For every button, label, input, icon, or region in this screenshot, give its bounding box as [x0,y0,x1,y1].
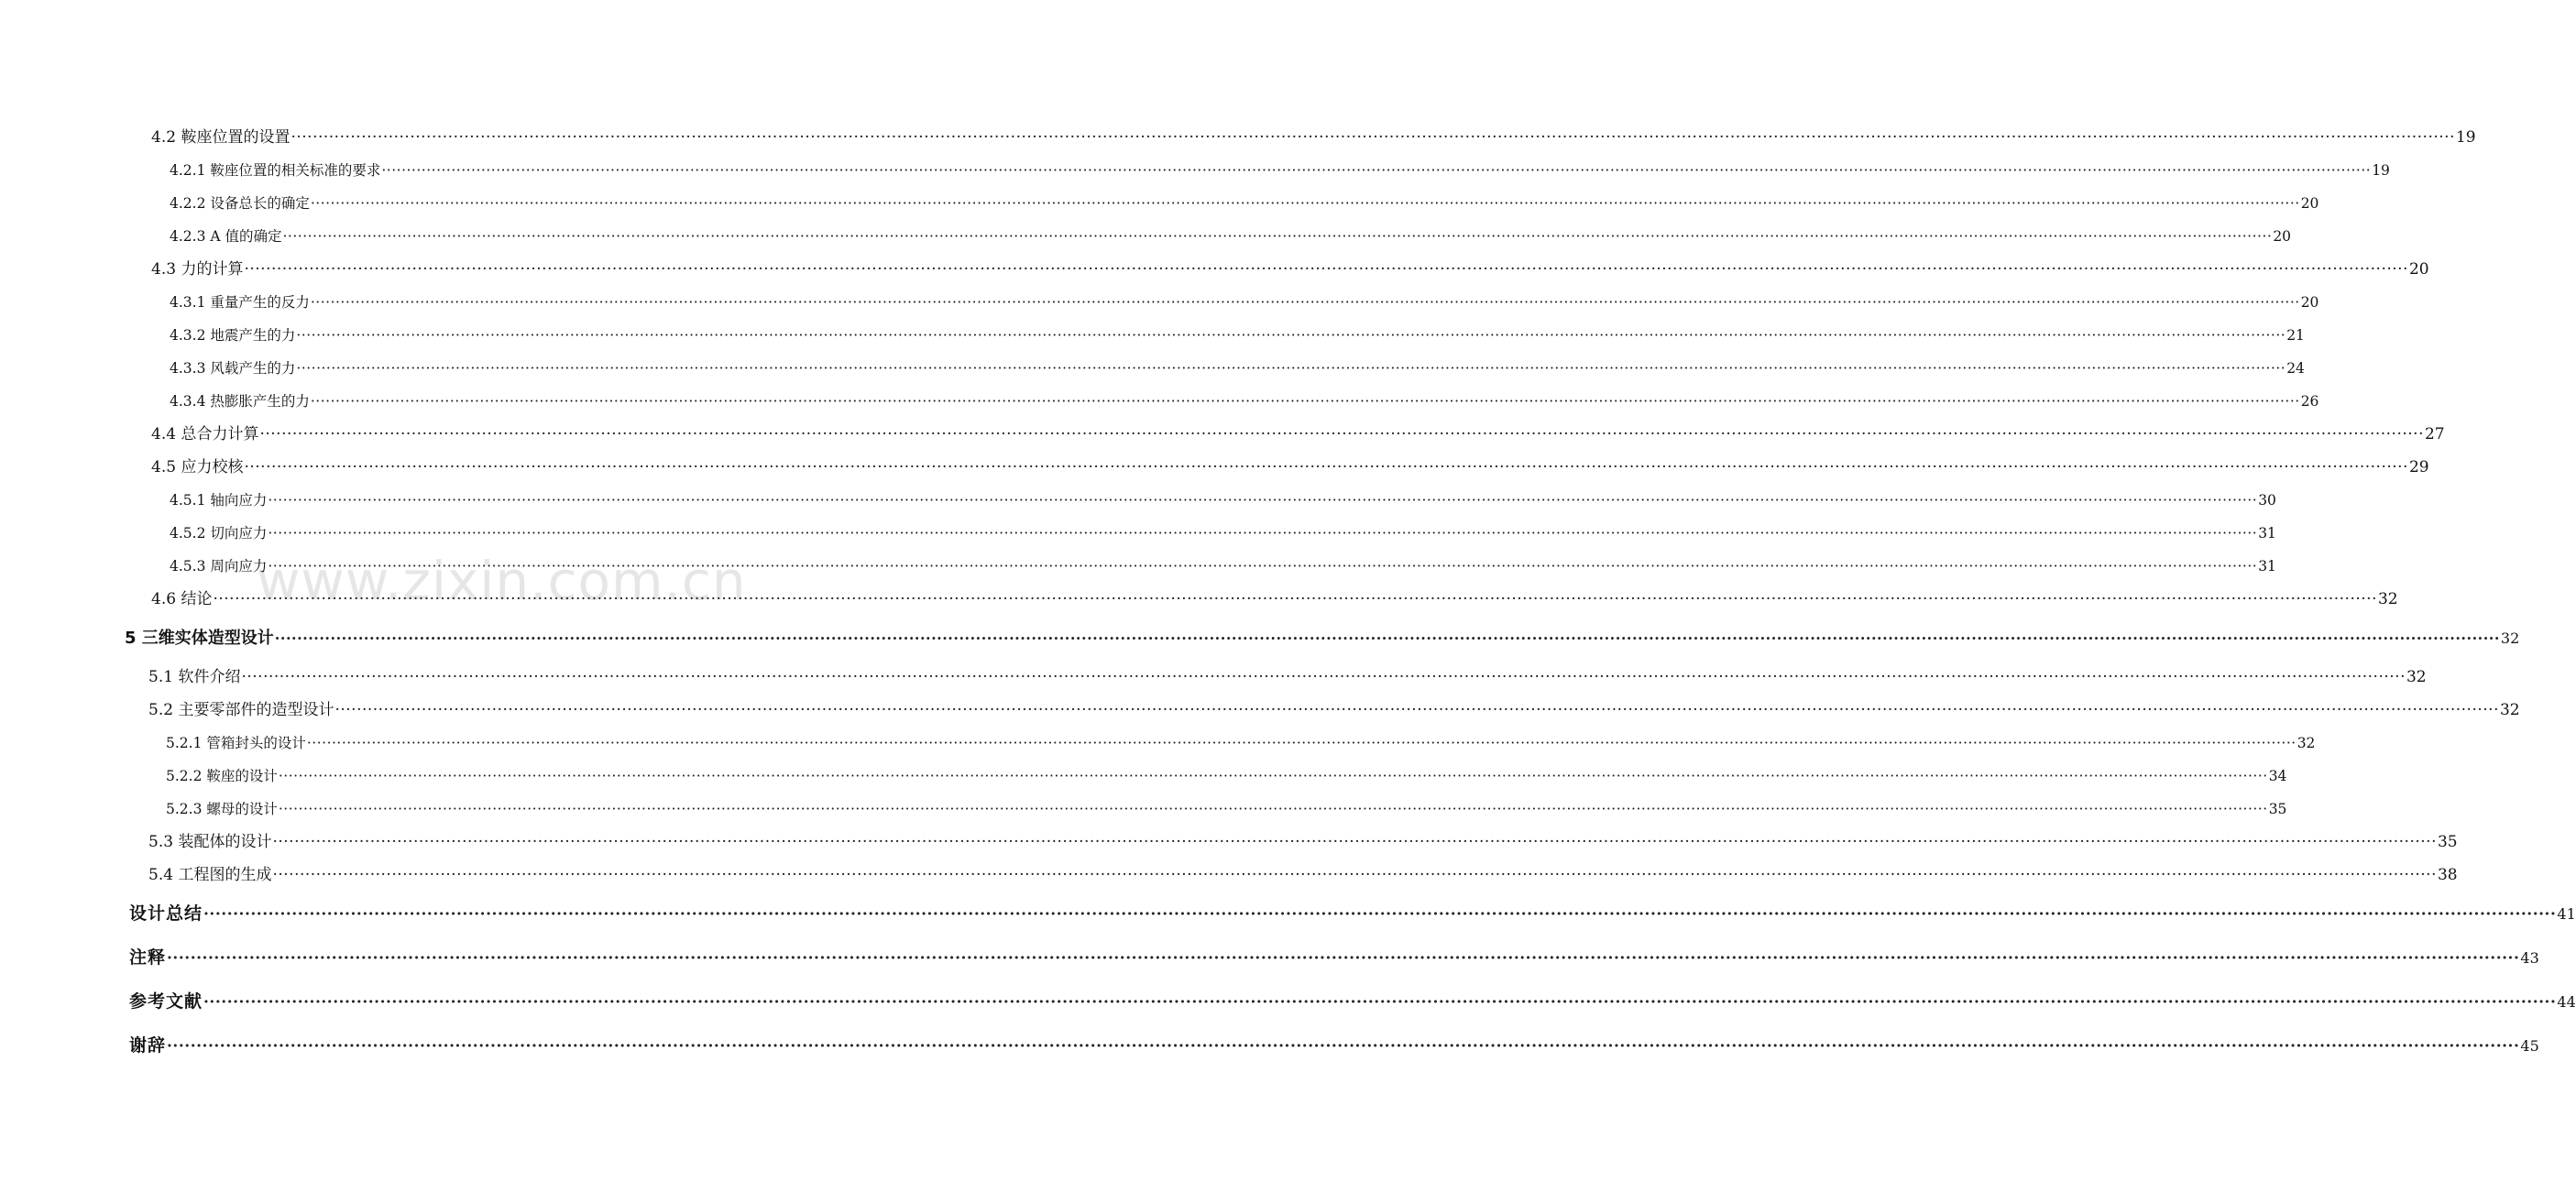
dot-leader: ················································································································································································································································································································································································································ [310,294,2300,311]
toc-entry[interactable] [0,903,2576,930]
dot-leader: ················································································································································································································································································································································································································ [306,735,2296,751]
toc-entry-title: 注释 [129,947,167,968]
toc-entry[interactable] [0,454,2429,482]
toc-entry[interactable] [0,125,2476,152]
toc-entry-title: 谢辞 [129,1035,167,1056]
dot-leader: ················································································································································································································································································································································································································ [203,905,2557,924]
dot-leader: ················································································································································································································································································································································································································ [290,128,2455,147]
toc-entry[interactable] [0,520,2276,548]
toc-entry-page-number: 20 [2408,260,2429,279]
toc-entry-page-number: 21 [2286,327,2305,344]
toc-entry-page-number: 19 [2455,128,2476,147]
toc-entry[interactable] [0,763,2287,791]
toc-entry[interactable] [0,421,2445,449]
toc-entry-title: 5 三维实体造型设计 [125,629,274,648]
dot-leader: ················································································································································································································································································································································································································ [268,492,2258,509]
toc-entry-title: 4.3.4 热膨胀产生的力 [170,393,310,410]
toc-entry-page-number: 35 [2268,801,2287,817]
dot-leader: ················································································································································································································································································································································································································ [272,833,2437,851]
toc-entry[interactable] [0,947,2539,974]
dot-leader: ················································································································································································································································································································································································································ [167,949,2520,968]
toc-entry-page-number: 27 [2424,425,2445,443]
toc-entry[interactable] [0,627,2520,654]
toc-entry[interactable] [0,664,2427,692]
toc-entry-page-number: 20 [2300,195,2319,212]
toc-entry-page-number: 24 [2286,360,2305,377]
toc-entry-title: 4.2 鞍座位置的设置 [151,128,290,147]
toc-entry-page-number: 45 [2520,1037,2539,1055]
toc-entry[interactable] [0,290,2319,317]
toc-entry-page-number: 32 [2499,701,2520,719]
dot-leader: ················································································································································································································································································································································································································ [244,458,2408,476]
toc-entry-title: 5.1 软件介绍 [148,668,241,686]
toc-entry-page-number: 32 [2500,629,2520,647]
toc-entry-title: 4.3.3 风载产生的力 [170,360,296,377]
toc-entry[interactable] [0,730,2316,758]
toc-entry-title: 5.3 装配体的设计 [148,833,272,851]
toc-entry-page-number: 32 [2296,735,2316,751]
toc-entry-title: 4.3.1 重量产生的反力 [170,294,310,311]
toc-entry-title: 4.2.2 设备总长的确定 [170,195,310,212]
toc-entry-page-number: 20 [2273,228,2292,245]
toc-entry-page-number: 32 [2377,590,2398,608]
toc-entry-title: 参考文献 [129,991,203,1012]
toc-entry-page-number: 19 [2372,162,2390,179]
dot-leader: ················································································································································································································································································································································································································ [334,701,2499,719]
toc-entry[interactable] [0,829,2458,857]
toc-entry-title: 5.2.3 螺母的设计 [166,801,278,817]
toc-entry[interactable] [0,487,2276,515]
toc-entry-title: 4.3 力的计算 [151,260,244,279]
toc-entry-page-number: 30 [2258,492,2276,509]
toc-entry[interactable] [0,356,2305,383]
toc-entry-page-number: 32 [2406,668,2427,686]
dot-leader: ················································································································································································································································································································································································································ [274,629,2500,647]
dot-leader: ················································································································································································································································································································································································································ [213,590,2377,608]
toc-entry-title: 4.4 总合力计算 [151,425,259,443]
toc-entry-page-number: 26 [2300,393,2319,410]
toc-entry-title: 4.5 应力校核 [151,458,244,476]
dot-leader: ················································································································································································································································································································································································································ [278,768,2268,784]
toc-entry-title: 4.6 结论 [151,590,213,608]
toc-entry-page-number: 31 [2258,525,2276,542]
toc-entry-page-number: 38 [2437,866,2458,884]
dot-leader: ················································································································································································································································································································································································································ [282,228,2273,245]
dot-leader: ················································································································································································································································································································································································································ [296,327,2286,344]
toc-entry[interactable] [0,697,2520,725]
dot-leader: ················································································································································································································································································································································································································ [278,801,2268,817]
toc-entry-page-number: 41 [2557,905,2576,923]
toc-entry[interactable] [0,191,2319,218]
toc-entry-page-number: 31 [2258,558,2276,575]
dot-leader: ················································································································································································································································································································································································································ [241,668,2406,686]
toc-entry-page-number: 35 [2437,833,2458,851]
toc-entry[interactable] [0,586,2398,614]
dot-leader: ················································································································································································································································································································································································································ [296,360,2286,377]
toc-entry-page-number: 43 [2520,949,2539,967]
toc-entry[interactable] [0,796,2287,824]
toc-entry[interactable] [0,1034,2539,1062]
toc-entry[interactable] [0,991,2576,1018]
dot-leader: ················································································································································································································································································································································································································ [259,425,2424,443]
toc-entry[interactable] [0,224,2292,251]
toc-entry-title: 4.3.2 地震产生的力 [170,327,296,344]
toc-entry-title: 4.2.3 A 值的确定 [170,228,282,245]
dot-leader: ················································································································································································································································································································································································································ [310,195,2300,212]
toc-entry[interactable] [0,158,2390,185]
dot-leader: ················································································································································································································································································································································································································ [268,525,2258,542]
toc-entry-title: 4.5.1 轴向应力 [170,492,268,509]
toc-entry[interactable] [0,862,2458,890]
dot-leader: ················································································································································································································································································································································································································ [167,1037,2520,1056]
toc-entry-page-number: 34 [2268,768,2287,784]
toc-entry-title: 5.2 主要零部件的造型设计 [148,701,334,719]
toc-entry[interactable] [0,389,2319,416]
dot-leader: ················································································································································································································································································································································································································ [272,866,2437,884]
dot-leader: ················································································································································································································································································································································································································ [203,993,2557,1012]
toc-entry[interactable] [0,323,2305,350]
dot-leader: ················································································································································································································································································································································································································ [244,260,2408,279]
dot-leader: ················································································································································································································································································································································································································ [310,393,2300,410]
toc-entry-title: 4.5.2 切向应力 [170,525,268,542]
toc-entry[interactable] [0,257,2429,284]
toc-entry-title: 5.2.1 管箱封头的设计 [166,735,306,751]
toc-entry-title: 5.2.2 鞍座的设计 [166,768,278,784]
toc-entry-page-number: 20 [2300,294,2319,311]
toc-entry-title: 4.2.1 鞍座位置的相关标准的要求 [170,162,381,179]
toc-entry-title: 4.5.3 周向应力 [170,558,268,575]
toc-entry-page-number: 29 [2408,458,2429,476]
toc-entry[interactable] [0,553,2276,581]
toc-entry-title: 5.4 工程图的生成 [148,866,272,884]
dot-leader: ················································································································································································································································································································································································································ [268,558,2258,575]
toc-entry-page-number: 44 [2557,993,2576,1011]
toc-entry-title: 设计总结 [129,903,203,924]
dot-leader: ················································································································································································································································································································································································································ [381,162,2372,179]
watermark: www.zixin.com.cn [257,550,747,612]
